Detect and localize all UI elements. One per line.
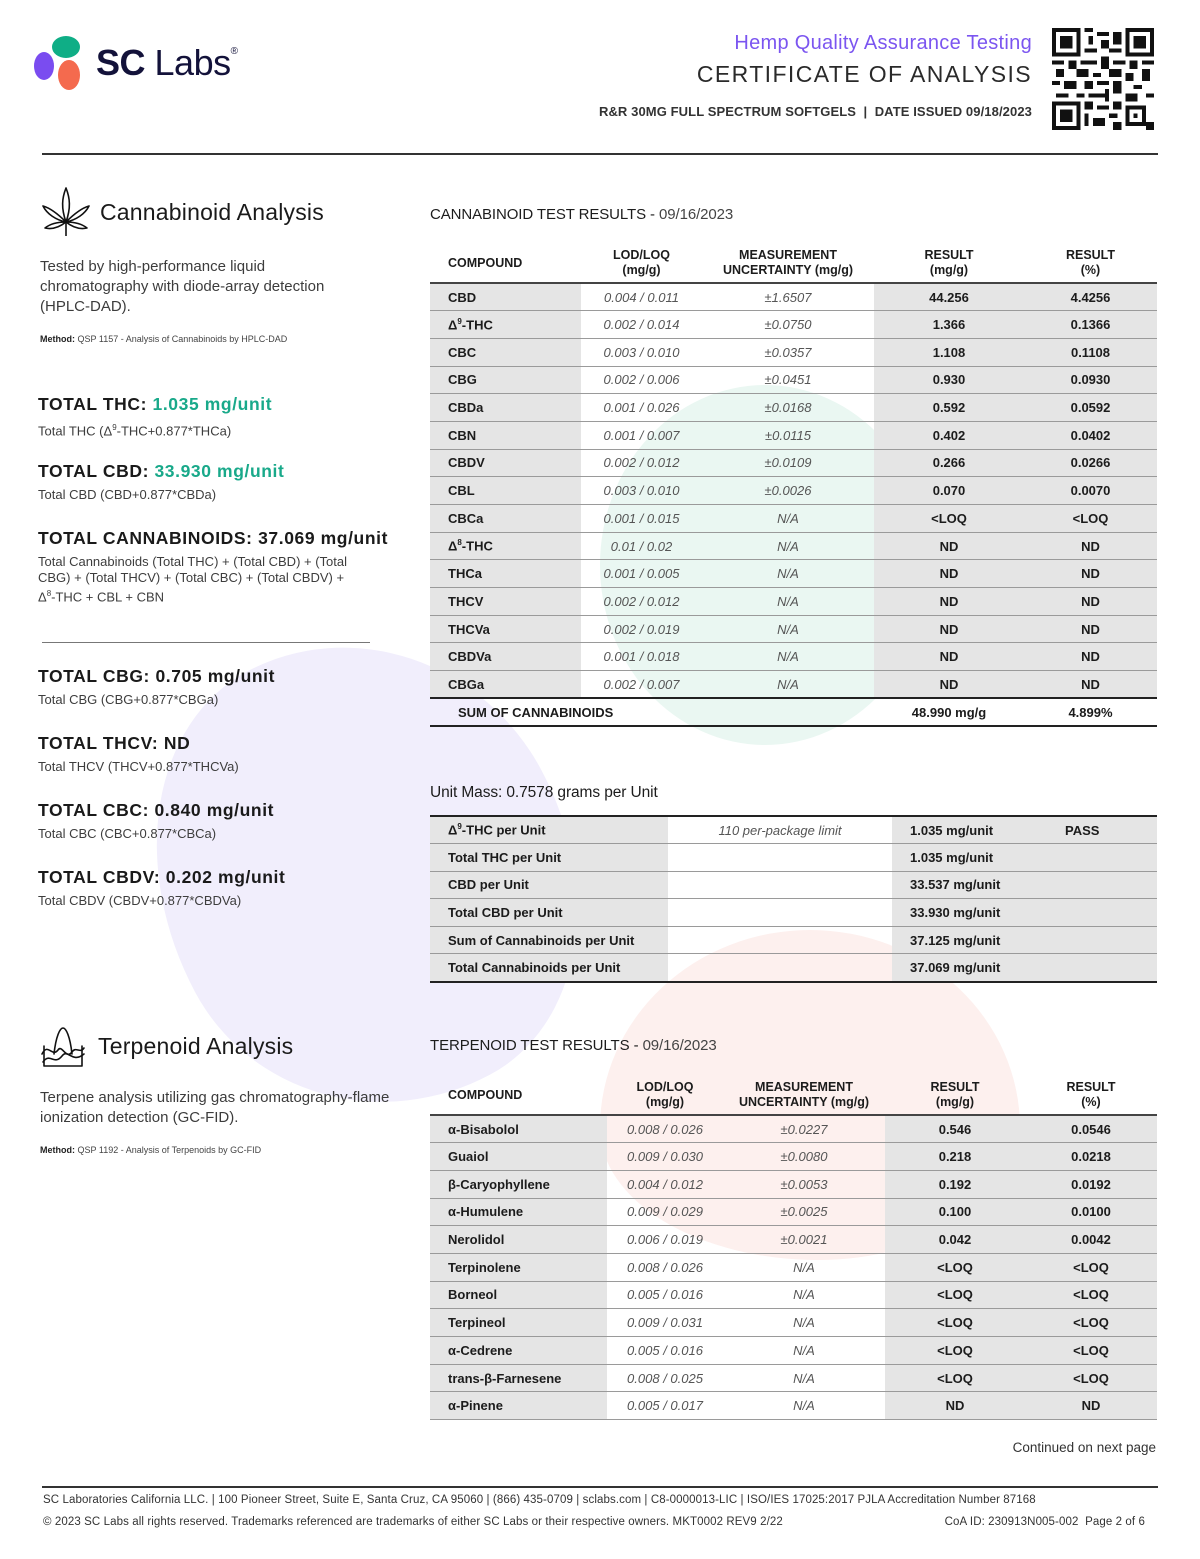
unit-mass-title: Unit Mass: 0.7578 grams per Unit [430,784,658,801]
col-uncertainty: MEASUREMENT UNCERTAINTY (mg/g) [723,1080,885,1115]
uncertainty-value: N/A [702,588,874,616]
result-pct-value: ND [1024,532,1157,560]
unit-value: 33.930 mg/unit [892,899,1029,927]
result-mg-value: 44.256 [874,283,1024,311]
unit-label: Sum of Cannabinoids per Unit [430,926,668,954]
table-row [430,1226,1157,1254]
terpenoid-table-title: TERPENOID TEST RESULTS - 09/16/2023 [430,1037,717,1054]
lod-loq-value: 0.001 / 0.026 [581,394,702,422]
compound-name: THCVa [430,615,581,643]
table-row [430,1143,1157,1171]
compound-name: $\Delta^8$-THC [430,532,581,560]
header-titles [599,32,1032,119]
unit-limit-note [668,926,892,954]
table-row [430,1253,1157,1281]
unit-label: Total CBD per Unit [430,899,668,927]
unit-status [1029,899,1157,927]
unit-status [1029,954,1157,982]
cannabinoid-description: Tested by high-performance liquid chromatography with diode-array detection (HPLC-DAD). [40,258,325,315]
compound-name: CBD [430,283,581,311]
cannabinoid-section-title: Cannabinoid Analysis [100,198,324,225]
unit-status [1029,871,1157,899]
uncertainty-value: ±0.0227 [723,1115,885,1143]
compound-name: THCa [430,560,581,588]
logo-mark-icon [34,36,88,90]
lod-loq-value: 0.005 / 0.016 [607,1337,723,1365]
result-mg-value: 0.546 [885,1115,1025,1143]
result-mg-value: 1.108 [874,338,1024,366]
unit-row [430,899,1157,927]
lod-loq-value: 0.008 / 0.026 [607,1115,723,1143]
table-row [430,1115,1157,1143]
total-cbdv: TOTAL CBDV: 0.202 mg/unit Total CBDV (CBDV+0.877*CBDVa) [38,867,286,908]
lod-loq-value: 0.002 / 0.014 [581,311,702,339]
unit-value: 37.069 mg/unit [892,954,1029,982]
result-pct-value: ND [1024,560,1157,588]
result-pct-value: 0.0592 [1024,394,1157,422]
uncertainty-value: ±0.0109 [702,449,874,477]
lod-loq-value: 0.004 / 0.012 [607,1170,723,1198]
result-pct-value: 0.0042 [1025,1226,1157,1254]
uncertainty-value: ±0.0021 [723,1226,885,1254]
compound-name: CBL [430,477,581,505]
unit-limit-note [668,899,892,927]
terpenoid-section-heading [40,1024,293,1068]
result-pct-value: 4.4256 [1024,283,1157,311]
coa-id: CoA ID: 230913N005-002 [944,1516,1079,1528]
sum-row [430,698,1157,726]
result-mg-value: <LOQ [874,505,1024,533]
uncertainty-value: N/A [702,671,874,699]
uncertainty-value: ±0.0080 [723,1143,885,1171]
lod-loq-value: 0.001 / 0.007 [581,421,702,449]
result-mg-value: ND [874,615,1024,643]
result-mg-value: ND [874,671,1024,699]
uncertainty-value: N/A [723,1281,885,1309]
uncertainty-value: N/A [723,1309,885,1337]
terpenoid-results-table [430,1080,1157,1420]
result-mg-value: 0.930 [874,366,1024,394]
result-mg-value: 0.192 [885,1170,1025,1198]
compound-name: Guaiol [430,1143,607,1171]
table-row [430,311,1157,339]
compound-name: CBG [430,366,581,394]
table-row [430,615,1157,643]
unit-limit-note [668,844,892,872]
totals-divider [42,642,370,643]
lod-loq-value: 0.002 / 0.012 [581,449,702,477]
table-row [430,1170,1157,1198]
lod-loq-value: 0.002 / 0.007 [581,671,702,699]
result-pct-value: 0.0930 [1024,366,1157,394]
uncertainty-value: N/A [702,505,874,533]
result-pct-value: ND [1024,615,1157,643]
logo-wordmark: SC Labs® [96,42,238,83]
footer-address: SC Laboratories California LLC. | 100 Pioneer Street, Suite E, Santa Cruz, CA 95060 | (866) 435-0709 | sclabs.com | C8-0000013-LIC | ISO/IES 17025:2017 PJLA Accreditation Number 87168 [43,1494,1036,1506]
unit-value: 37.125 mg/unit [892,926,1029,954]
result-pct-value: ND [1024,671,1157,699]
total-cbg: TOTAL CBG: 0.705 mg/unit Total CBG (CBG+0.877*CBGa) [38,666,276,707]
qr-code-icon[interactable] [1052,28,1154,130]
col-lod-loq: LOD/LOQ (mg/g) [581,248,702,283]
result-pct-value: ND [1024,643,1157,671]
unit-row [430,816,1157,844]
col-uncertainty: MEASUREMENT UNCERTAINTY (mg/g) [702,248,874,283]
uncertainty-value: N/A [702,615,874,643]
compound-name: CBDa [430,394,581,422]
terpenoid-section-title: Terpenoid Analysis [98,1032,294,1059]
uncertainty-value: ±0.0168 [702,394,874,422]
result-pct-value: 0.1108 [1024,338,1157,366]
sum-mg: 48.990 mg/g [874,698,1024,726]
unit-label: Total THC per Unit [430,844,668,872]
compound-name: α-Cedrene [430,1337,607,1365]
result-mg-value: <LOQ [885,1309,1025,1337]
table-row [430,1392,1157,1420]
uncertainty-value: N/A [702,643,874,671]
compound-name: α-Pinene [430,1392,607,1420]
result-mg-value: 0.402 [874,421,1024,449]
col-result-pct: RESULT (%) [1024,248,1157,283]
uncertainty-value: N/A [702,560,874,588]
result-pct-value: <LOQ [1024,505,1157,533]
col-result-pct: RESULT (%) [1025,1080,1157,1115]
unit-limit-note [668,954,892,982]
uncertainty-value: N/A [723,1253,885,1281]
result-mg-value: 0.070 [874,477,1024,505]
sc-labs-logo [34,36,237,90]
compound-name: α-Bisabolol [430,1115,607,1143]
lod-loq-value: 0.005 / 0.017 [607,1392,723,1420]
per-unit-table [430,815,1157,983]
unit-label: Total Cannabinoids per Unit [430,954,668,982]
result-mg-value: ND [874,643,1024,671]
unit-status [1029,844,1157,872]
header-title: CERTIFICATE OF ANALYSIS [696,61,1032,87]
table-row [430,1364,1157,1392]
continued-note: Continued on next page [1012,1440,1156,1455]
compound-name: CBDVa [430,643,581,671]
lod-loq-value: 0.002 / 0.006 [581,366,702,394]
result-pct-value: 0.0192 [1025,1170,1157,1198]
unit-row [430,954,1157,982]
cannabinoid-section-heading [40,186,324,238]
total-cannabinoids: TOTAL CANNABINOIDS: 37.069 mg/unit Total Cannabinoids (Total THC) + (Total CBD) + (Total CBG) + (Total THCV) + (Total CBC) + (Total CBDV) + $\Delta^8$-THC + CBL + CBN [38,528,389,605]
lod-loq-value: 0.01 / 0.02 [581,532,702,560]
unit-limit-note [668,871,892,899]
result-mg-value: <LOQ [885,1281,1025,1309]
uncertainty-value: N/A [723,1392,885,1420]
result-pct-value: 0.0100 [1025,1198,1157,1226]
compound-name: β-Caryophyllene [430,1170,607,1198]
col-lod-loq: LOD/LOQ (mg/g) [607,1080,723,1115]
total-cbc: TOTAL CBC: 0.840 mg/unit Total CBC (CBC+0.877*CBCa) [38,800,275,841]
total-thcv: TOTAL THCV: ND Total THCV (THCV+0.877*THCVa) [38,733,239,774]
lod-loq-value: 0.002 / 0.019 [581,615,702,643]
compound-name: Terpineol [430,1309,607,1337]
result-mg-value: 1.366 [874,311,1024,339]
result-mg-value: 0.042 [885,1226,1025,1254]
table-row [430,671,1157,699]
result-mg-value: 0.100 [885,1198,1025,1226]
compound-name: CBCa [430,505,581,533]
compound-name: Borneol [430,1281,607,1309]
result-pct-value: <LOQ [1025,1364,1157,1392]
uncertainty-value: ±1.6507 [702,283,874,311]
lod-loq-value: 0.004 / 0.011 [581,283,702,311]
lod-loq-value: 0.008 / 0.025 [607,1364,723,1392]
compound-name: CBDV [430,449,581,477]
uncertainty-value: ±0.0357 [702,338,874,366]
result-mg-value: ND [885,1392,1025,1420]
result-mg-value: <LOQ [885,1337,1025,1365]
table-row [430,1337,1157,1365]
total-thc: TOTAL THC: 1.035 mg/unit Total THC $(\Delta^9-THC+0.877*THCa)$ [38,394,273,439]
result-mg-value: <LOQ [885,1253,1025,1281]
table-row [430,532,1157,560]
uncertainty-value: ±0.0053 [723,1170,885,1198]
lod-loq-value: 0.006 / 0.019 [607,1226,723,1254]
lod-loq-value: 0.003 / 0.010 [581,338,702,366]
compound-name: $\Delta^9$-THC [430,311,581,339]
uncertainty-value: N/A [702,532,874,560]
unit-status [1029,926,1157,954]
result-pct-value: 0.0546 [1025,1115,1157,1143]
compound-name: CBGa [430,671,581,699]
lod-loq-value: 0.009 / 0.031 [607,1309,723,1337]
uncertainty-value: ±0.0451 [702,366,874,394]
cannabinoid-method: Method: QSP 1157 - Analysis of Cannabinoids by HPLC-DAD [40,334,288,344]
table-row [430,477,1157,505]
total-cbd: TOTAL CBD: 33.930 mg/unit Total CBD (CBD+0.877*CBDa) [38,461,285,502]
result-mg-value: <LOQ [885,1364,1025,1392]
result-mg-value: ND [874,532,1024,560]
col-result-mg: RESULT (mg/g) [885,1080,1025,1115]
unit-row [430,926,1157,954]
sum-pct: 4.899% [1024,698,1157,726]
table-row [430,338,1157,366]
lod-loq-value: 0.005 / 0.016 [607,1281,723,1309]
result-mg-value: ND [874,560,1024,588]
uncertainty-value: N/A [723,1364,885,1392]
unit-status: PASS [1029,816,1157,844]
compound-name: THCV [430,588,581,616]
uncertainty-value: N/A [723,1337,885,1365]
table-row [430,394,1157,422]
result-pct-value: 0.0266 [1024,449,1157,477]
result-pct-value: <LOQ [1025,1309,1157,1337]
table-row [430,421,1157,449]
header-divider [42,153,1158,155]
compound-name: CBN [430,421,581,449]
unit-label: CBD per Unit [430,871,668,899]
result-mg-value: ND [874,588,1024,616]
table-row [430,1281,1157,1309]
lod-loq-value: 0.001 / 0.015 [581,505,702,533]
result-pct-value: 0.0218 [1025,1143,1157,1171]
result-pct-value: ND [1025,1392,1157,1420]
table-row [430,1198,1157,1226]
unit-value: 1.035 mg/unit [892,816,1029,844]
result-pct-value: ND [1024,588,1157,616]
col-compound: COMPOUND [430,1080,607,1115]
table-row [430,449,1157,477]
col-compound: COMPOUND [430,248,581,283]
terpenoid-description: Terpene analysis utilizing gas chromatography-flame ionization detection (GC-FID). [40,1089,390,1126]
uncertainty-value: ±0.0025 [723,1198,885,1226]
result-pct-value: <LOQ [1025,1337,1157,1365]
table-row [430,1309,1157,1337]
terpenoid-method: Method: QSP 1192 - Analysis of Terpenoids by GC-FID [40,1145,262,1155]
compound-name: Terpinolene [430,1253,607,1281]
table-row [430,366,1157,394]
footer-copyright: © 2023 SC Labs all rights reserved. Trademarks referenced are trademarks of either SC Labs or their respective owners. MKT0002 REV9 2/22 CoA ID: 230913N005-002 Page 2 of 6 [43,1516,1145,1528]
compound-name: α-Humulene [430,1198,607,1226]
unit-limit-note: 110 per-package limit [668,816,892,844]
header-subtitle: Hemp Quality Assurance Testing [734,32,1032,54]
footer-divider [42,1486,1158,1488]
unit-row [430,871,1157,899]
table-row [430,283,1157,311]
table-row [430,560,1157,588]
lod-loq-value: 0.002 / 0.012 [581,588,702,616]
lod-loq-value: 0.009 / 0.029 [607,1198,723,1226]
lod-loq-value: 0.003 / 0.010 [581,477,702,505]
terpene-waves-icon [40,1024,86,1068]
compound-name: CBC [430,338,581,366]
result-mg-value: 0.266 [874,449,1024,477]
result-pct-value: <LOQ [1025,1281,1157,1309]
result-pct-value: 0.0070 [1024,477,1157,505]
col-result-mg: RESULT (mg/g) [874,248,1024,283]
unit-value: 1.035 mg/unit [892,844,1029,872]
table-row [430,505,1157,533]
lod-loq-value: 0.008 / 0.026 [607,1253,723,1281]
lod-loq-value: 0.001 / 0.018 [581,643,702,671]
uncertainty-value: ±0.0026 [702,477,874,505]
page-number: Page 2 of 6 [1085,1516,1145,1528]
result-pct-value: 0.0402 [1024,421,1157,449]
table-row [430,643,1157,671]
compound-name: Nerolidol [430,1226,607,1254]
result-pct-value: 0.1366 [1024,311,1157,339]
table-row [430,588,1157,616]
compound-name: trans-β-Farnesene [430,1364,607,1392]
lod-loq-value: 0.001 / 0.005 [581,560,702,588]
unit-label: $\Delta^9$-THC per Unit [430,816,668,844]
result-pct-value: <LOQ [1025,1253,1157,1281]
result-mg-value: 0.218 [885,1143,1025,1171]
lod-loq-value: 0.009 / 0.030 [607,1143,723,1171]
sum-label: SUM OF CANNABINOIDS [430,698,874,726]
cannabinoid-results-table [430,248,1157,727]
cannabis-leaf-icon [40,186,92,238]
cannabinoid-table-title: CANNABINOID TEST RESULTS - 09/16/2023 [430,206,734,223]
header-product-meta: R&R 30MG FULL SPECTRUM SOFTGELS | DATE ISSUED 09/18/2023 [598,104,1032,119]
unit-row [430,844,1157,872]
result-mg-value: 0.592 [874,394,1024,422]
unit-value: 33.537 mg/unit [892,871,1029,899]
uncertainty-value: ±0.0115 [702,421,874,449]
uncertainty-value: ±0.0750 [702,311,874,339]
